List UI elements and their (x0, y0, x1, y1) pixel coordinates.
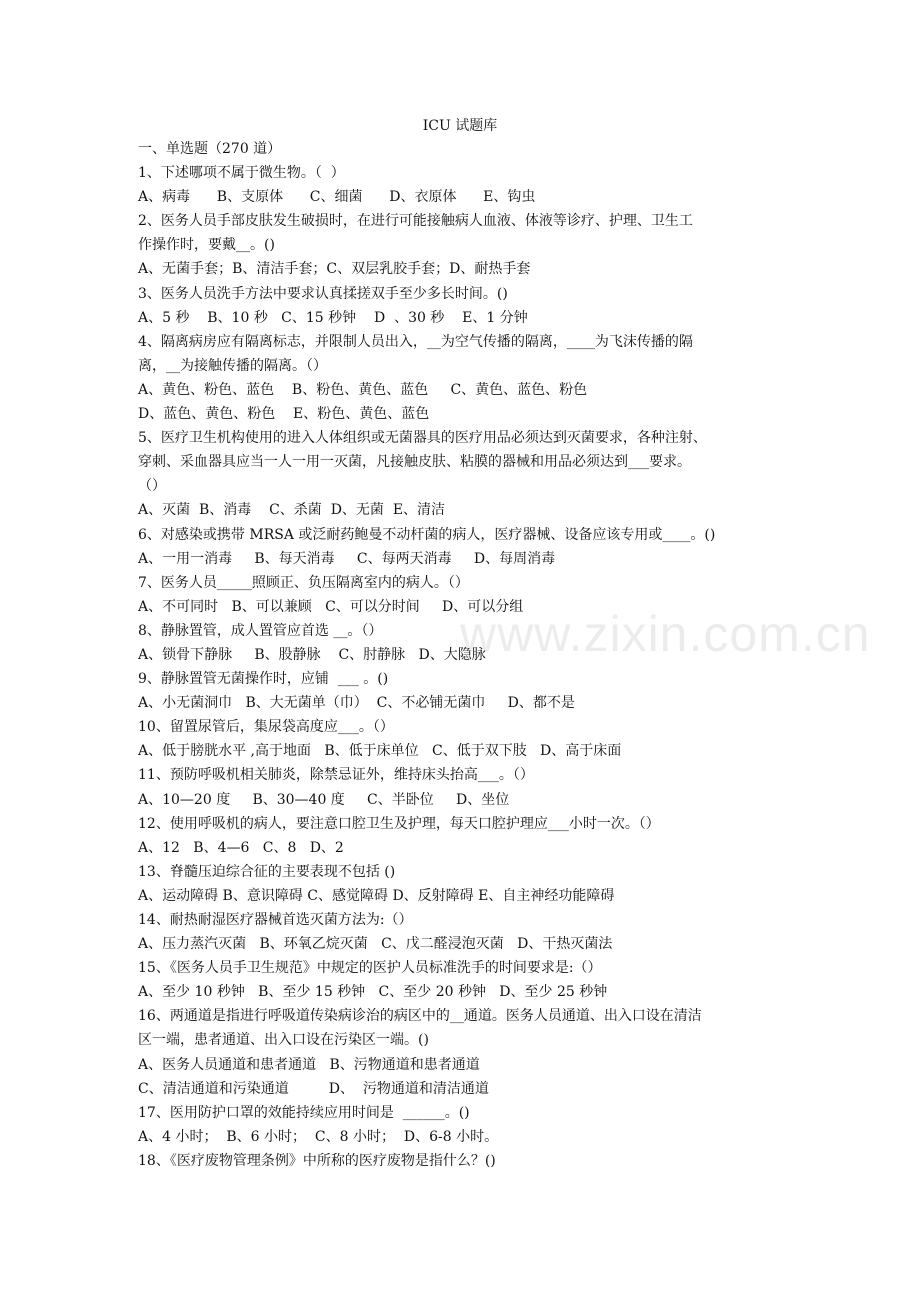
text-line: 13、脊髓压迫综合征的主要表现不包括 () (138, 863, 396, 880)
text-line: 作操作时，要戴__。() (138, 237, 275, 254)
text-line: A、至少 10 秒钟 B、至少 15 秒钟 C、至少 20 秒钟 D、至少 25 秒钟 (138, 984, 608, 1001)
text-line: 14、耐热耐湿医疗器械首选灭菌方法为:（） (138, 912, 413, 928)
text-line: A、病毒 B、支原体 C、细菌 D、衣原体 E、钩虫 (138, 189, 536, 206)
text-line: 1、下述哪项不属于微生物。（ ） (138, 165, 345, 182)
text-line: 10、留置尿管后，集尿袋高度应___。（） (138, 719, 394, 736)
text-line: 9、静脉置管无菌操作时，应铺 ___ 。() (138, 671, 389, 688)
text-line: A、医务人员通道和患者通道 B、污物通道和患者通道 (138, 1056, 480, 1073)
text-line: 15、《医务人员手卫生规范》中规定的医护人员标准洗手的时间要求是:（） (138, 960, 602, 977)
text-line: A、无菌手套；B、清洁手套；C、双层乳胶手套；D、耐热手套 (138, 261, 531, 278)
text-line: D、蓝色、黄色、粉色 E、粉色、黄色、蓝色 (138, 406, 430, 423)
document-title: ICU 试题库 (422, 118, 498, 134)
text-line: A、小无菌洞巾 B、大无菌单（巾） C、不必铺无菌巾 D、都不是 (138, 695, 575, 712)
text-line: A、5 秒 B、10 秒 C、15 秒钟 D 、30 秒 E、1 分钟 (138, 309, 528, 326)
text-line: A、黄色、粉色、蓝色 B、粉色、黄色、蓝色 C、黄色、蓝色、粉色 (138, 381, 588, 398)
text-line: A、灭菌 B、消毒 C、杀菌 D、无菌 E、清洁 (138, 502, 446, 519)
text-line: 穿刺、采血器具应当一人一用一灭菌，凡接触皮肤、粘膜的器械和用品必须达到___要求。 (138, 454, 691, 471)
text-line: A、运动障碍 B、意识障碍 C、感觉障碍 D、反射障碍 E、自主神经功能障碍 (138, 887, 615, 904)
text-line: 8、静脉置管，成人置管应首选 __。（） (138, 622, 383, 639)
text-line: 5、医疗卫生机构使用的进入人体组织或无菌器具的医疗用品必须达到灭菌要求，各种注射、 (138, 430, 707, 447)
text-line: A、4 小时； B、6 小时； C、8 小时； D、6-8 小时。 (138, 1128, 499, 1145)
text-line: A、锁骨下静脉 B、股静脉 C、肘静脉 D、大隐脉 (138, 646, 486, 663)
text-line: 16、两通道是指进行呼吸道传染病诊治的病区中的__通道。医务人员通道、出入口设在清洁 (138, 1008, 702, 1025)
text-line: 18、《医疗废物管理条例》中所称的医疗废物是指什么？() (138, 1152, 496, 1169)
text-line: 6、对感染或携带 MRSA 或泛耐药鲍曼不动杆菌的病人，医疗器械、设备应该专用或____。() (138, 526, 716, 543)
text-line: 离，__为接触传播的隔离。（） (138, 357, 327, 374)
text-line: 17、医用防护口罩的效能持续应用时间是 ______。() (138, 1104, 470, 1121)
text-line: 一、单选题（270 道） (138, 141, 282, 157)
text-line: A、低于膀胱水平 ,高于地面 B、低于床单位 C、低于双下肢 D、高于床面 (138, 743, 622, 760)
text-line: 3、医务人员洗手方法中要求认真揉搓双手至少多长时间。() (138, 285, 508, 302)
text-line: 12、使用呼吸机的病人，要注意口腔卫生及护理，每天口腔护理应___小时一次。（） (138, 815, 660, 832)
document-body (138, 137, 798, 1173)
text-line: 11、预防呼吸机相关肺炎，除禁忌证外，维持床头抬高___。（） (138, 767, 534, 784)
text-line: 7、医务人员_____照顾正、负压隔离室内的病人。（） (138, 574, 469, 591)
watermark: www.zixin.com.cn (460, 606, 871, 662)
text-line: C、清洁通道和污染通道 D、 污物通道和清洁通道 (138, 1080, 489, 1097)
text-line: A、不可同时 B、可以兼顾 C、可以分时间 D、可以分组 (138, 598, 524, 615)
text-line: （） (138, 478, 166, 495)
text-line: A、一用一消毒 B、每天消毒 C、每两天消毒 D、每周消毒 (138, 550, 556, 567)
text-line: A、12 B、4—6 C、8 D、2 (138, 839, 344, 856)
text-line: A、10—20 度 B、30—40 度 C、半卧位 D、坐位 (138, 791, 510, 808)
text-line: 4、隔离病房应有隔离标志，并限制人员出入，__为空气传播的隔离，____为飞沫传播的隔 (138, 333, 693, 350)
text-line: A、压力蒸汽灭菌 B、环氧乙烷灭菌 C、戊二醛浸泡灭菌 D、干热灭菌法 (138, 936, 613, 953)
text-line: 区一端，患者通道、出入口设在污染区一端。() (138, 1032, 429, 1049)
text-line: 2、医务人员手部皮肤发生破损时，在进行可能接触病人血液、体液等诊疗、护理、卫生工 (138, 213, 693, 230)
